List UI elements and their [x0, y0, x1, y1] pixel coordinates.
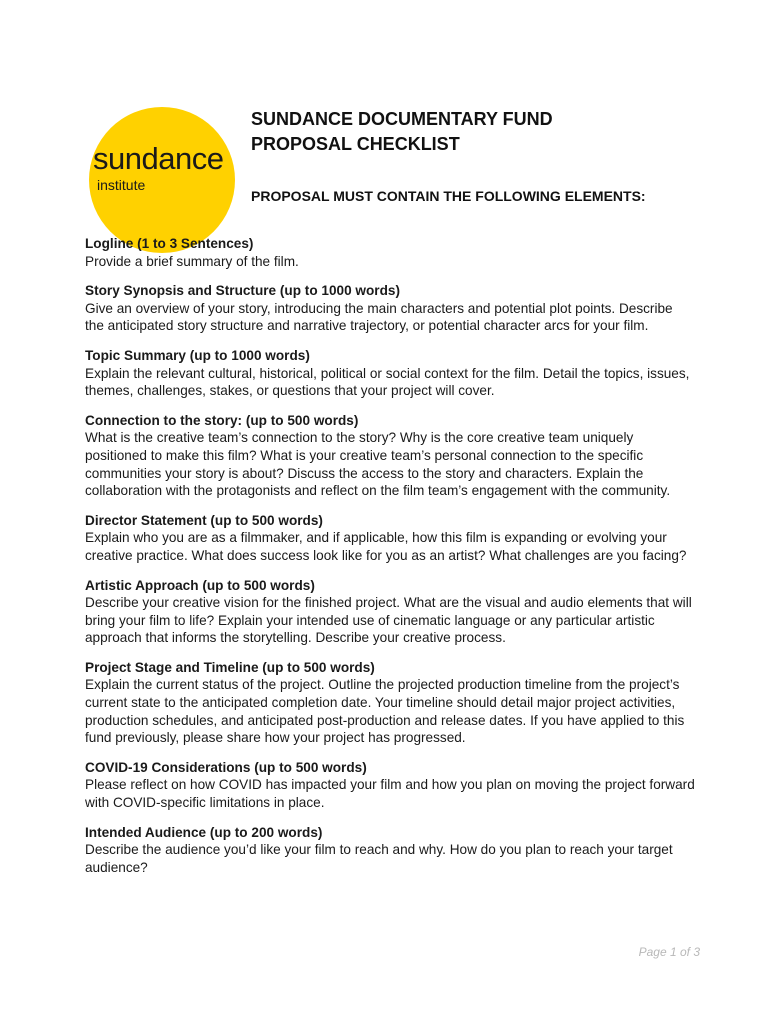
- section-project-stage-timeline: [85, 659, 695, 747]
- section-body: Please reflect on how COVID has impacted your film and how you plan on moving the project forward with COVID-specific limitations in place.: [85, 777, 695, 811]
- title-line-1: SUNDANCE DOCUMENTARY FUND: [251, 109, 553, 129]
- section-heading: COVID-19 Considerations (up to 500 words): [85, 759, 367, 775]
- document-title: [251, 107, 553, 157]
- section-body: Explain who you are as a filmmaker, and if applicable, how this film is expanding or evolving your creative practice. What does success look like for you as an artist? What challenges are you facing?: [85, 530, 687, 563]
- section-director-statement: [85, 512, 695, 565]
- section-heading: Logline (1 to 3 Sentences): [85, 236, 254, 251]
- section-heading: Project Stage and Timeline (up to 500 words): [85, 659, 375, 675]
- section-story-synopsis: [85, 282, 695, 335]
- section-heading: Artistic Approach (up to 500 words): [85, 577, 315, 593]
- section-artistic-approach: [85, 577, 695, 647]
- section-logline: [85, 235, 695, 270]
- section-body: What is the creative team’s connection to the story? Why is the core creative team uniquely positioned to make this film? What is your creative team’s personal connection to the specific communities your story is about? Discuss the access to the story and characters. Explain the collaboration with the protagonists and reflect on the film team’s engagement with the community.: [85, 430, 671, 499]
- section-body: Provide a brief summary of the film.: [85, 253, 299, 269]
- title-line-2: PROPOSAL CHECKLIST: [251, 134, 460, 154]
- document-subtitle: PROPOSAL MUST CONTAIN THE FOLLOWING ELEMENTS:: [251, 188, 646, 204]
- section-body: Explain the relevant cultural, historical, political or social context for the film. Detail the topics, issues, themes, challenges, stakes, or questions that your project will cover.: [85, 365, 690, 399]
- section-heading: Story Synopsis and Structure (up to 1000 words): [85, 283, 400, 299]
- section-connection-to-story: [85, 412, 695, 500]
- checklist-sections: [85, 235, 695, 876]
- section-heading: Intended Audience (up to 200 words): [85, 824, 323, 840]
- page-number: Page 1 of 3: [638, 945, 700, 959]
- section-heading: Director Statement (up to 500 words): [85, 512, 323, 528]
- section-body: Describe your creative vision for the finished project. What are the visual and audio elements that will bring your film to life? Explain your intended use of cinematic language or any particular artistic approach that informs the storytelling. Describe your creative process.: [85, 595, 692, 646]
- section-heading: Connection to the story: (up to 500 words): [85, 412, 359, 428]
- logo-subtext: institute: [97, 177, 146, 193]
- section-body: Describe the audience you’d like your film to reach and why. How do you plan to reach your target audience?: [85, 842, 673, 875]
- logo-wordmark: sundance: [93, 141, 224, 176]
- sundance-institute-logo: [89, 107, 235, 253]
- section-topic-summary: [85, 347, 695, 400]
- section-heading: Topic Summary (up to 1000 words): [85, 347, 310, 363]
- section-body: Explain the current status of the project. Outline the projected production timeline from the project’s current state to the anticipated completion date. Your timeline should detail major project activities, production schedules, and anticipated post-production and release dates. If you have applied to this fund previously, please share how your project has progressed.: [85, 677, 685, 746]
- section-body: Give an overview of your story, introducing the main characters and potential plot points. Describe the anticipated story structure and narrative trajectory, or potential character arcs for your film.: [85, 300, 673, 334]
- section-covid-considerations: [85, 759, 695, 812]
- section-intended-audience: [85, 824, 695, 877]
